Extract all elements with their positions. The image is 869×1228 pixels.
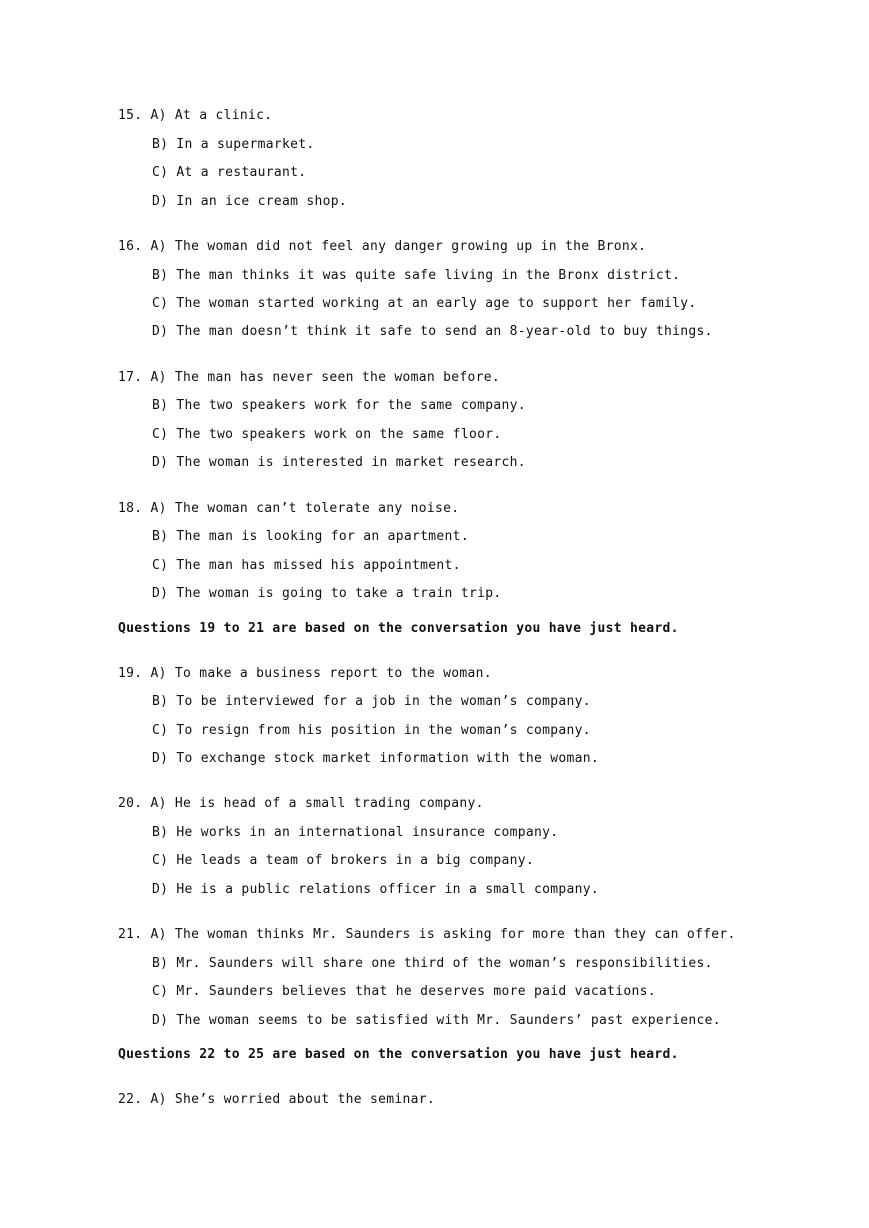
question-17-option-a: [118, 370, 500, 386]
question-number: 16.: [118, 239, 143, 254]
question-21-option-d: D) The woman seems to be satisfied with Mr. Saunders’ past experience.: [152, 1013, 721, 1028]
question-number: 15.: [118, 108, 143, 123]
question-16-option-a: [118, 239, 646, 255]
question-21-option-b: B) Mr. Saunders will share one third of the woman’s responsibilities.: [152, 956, 713, 971]
question-19-option-b: B) To be interviewed for a job in the woman’s company.: [152, 694, 591, 709]
question-16-option-d: D) The man doesn’t think it safe to send an 8-year-old to buy things.: [152, 324, 713, 339]
question-20-option-a: [118, 796, 484, 812]
question-15-option-c: C) At a restaurant.: [152, 165, 307, 180]
question-19-option-c: C) To resign from his position in the woman’s company.: [152, 723, 591, 738]
question-number: 19.: [118, 666, 143, 681]
question-number: 17.: [118, 370, 143, 385]
question-number: 20.: [118, 796, 143, 811]
section-heading-22-25: Questions 22 to 25 are based on the conversation you have just heard.: [118, 1047, 679, 1062]
question-20-option-b: B) He works in an international insurance company.: [152, 825, 559, 840]
question-17-option-d: D) The woman is interested in market research.: [152, 455, 526, 470]
question-20-option-d: D) He is a public relations officer in a small company.: [152, 882, 599, 897]
option-text: A) The man has never seen the woman before.: [150, 370, 500, 385]
question-18-option-a: [118, 501, 459, 517]
section-heading-19-21: Questions 19 to 21 are based on the conversation you have just heard.: [118, 621, 679, 636]
question-18-option-d: D) The woman is going to take a train trip.: [152, 586, 502, 601]
option-text: A) He is head of a small trading company.: [150, 796, 484, 811]
question-17-option-b: B) The two speakers work for the same company.: [152, 398, 526, 413]
option-text: A) The woman can’t tolerate any noise.: [150, 501, 460, 516]
option-text: A) To make a business report to the woman.: [150, 666, 492, 681]
option-text: A) At a clinic.: [150, 108, 273, 123]
option-text: A) She’s worried about the seminar.: [150, 1092, 435, 1107]
question-21-option-c: C) Mr. Saunders believes that he deserves more paid vacations.: [152, 984, 656, 999]
question-number: 22.: [118, 1092, 143, 1107]
option-text: A) The woman did not feel any danger growing up in the Bronx.: [150, 239, 647, 254]
option-text: A) The woman thinks Mr. Saunders is asking for more than they can offer.: [150, 927, 736, 942]
question-21-option-a: [118, 927, 736, 943]
question-15-option-a: [118, 108, 272, 124]
question-19-option-a: [118, 666, 492, 682]
question-16-option-c: C) The woman started working at an early age to support her family.: [152, 296, 697, 311]
question-22-option-a: [118, 1092, 435, 1108]
question-16-option-b: B) The man thinks it was quite safe living in the Bronx district.: [152, 268, 681, 283]
question-number: 18.: [118, 501, 143, 516]
question-15-option-b: B) In a supermarket.: [152, 137, 315, 152]
question-15-option-d: D) In an ice cream shop.: [152, 194, 348, 209]
question-17-option-c: C) The two speakers work on the same floor.: [152, 427, 502, 442]
question-number: 21.: [118, 927, 143, 942]
question-19-option-d: D) To exchange stock market information with the woman.: [152, 751, 599, 766]
question-18-option-b: B) The man is looking for an apartment.: [152, 529, 469, 544]
question-18-option-c: C) The man has missed his appointment.: [152, 558, 461, 573]
question-20-option-c: C) He leads a team of brokers in a big company.: [152, 853, 534, 868]
